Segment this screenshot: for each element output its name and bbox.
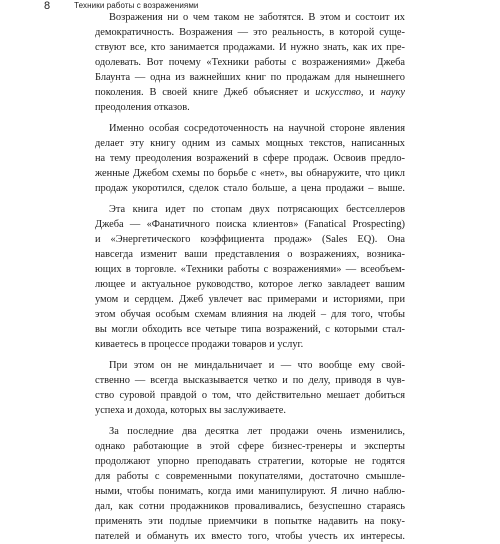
text-segment: поколения. В своей книге Джеб объясняет и: [95, 87, 316, 98]
text-line: ство суровой правдой о том, что действительно мешает добиться: [95, 390, 405, 401]
text-line: За последние два десятка лет продажи очень изменились,: [109, 426, 405, 437]
text-line: демократичность. Возражения — это реальность, в которой суще-: [95, 27, 405, 38]
text-line: При этом он не миндальничает и — что вообще ему свой-: [109, 360, 405, 371]
text-line: вы могли обходить все четыре типа возражений, с которыми стал-: [95, 324, 405, 335]
text-line: дал, как сотни продажников проваливались, безуспешно стараясь: [95, 501, 405, 512]
text-line: этом обучая особым схемам влияния на людей – для того, чтобы: [95, 309, 405, 320]
text-line: Возражения ни о чем таком не заботятся. В этом и состоит их: [109, 12, 405, 23]
text-line: одолевать. Вот почему «Техники работы с возражениями» Джеба: [95, 57, 405, 68]
text-line: лющее и актуальное руководство, которое легко завладеет вашим: [95, 279, 405, 290]
text-line: пателей и обмануть их вместо того, чтобы учесть их интересы.: [95, 531, 405, 542]
text-line: Именно особая сосредоточенность на научной стороне явления: [109, 123, 405, 134]
paragraph: [95, 121, 405, 196]
text-line: навсегда изменит ваши представления о возражениях, возника-: [95, 249, 405, 260]
italic-term: науку: [380, 87, 405, 98]
paragraph: [95, 202, 405, 352]
text-line: для работы с современными покупателями, достаточно смышле-: [95, 471, 405, 482]
text-line: Блаунта — одна из важнейших книг по продажам для нынешнего: [95, 72, 405, 83]
text-line: киваетесь в процессе продажи товаров и услуг.: [95, 339, 304, 350]
text-segment: , и: [360, 87, 381, 98]
text-line: умом и сердцем. Джеб увлечет вас примерами и историями, при: [95, 294, 405, 305]
paragraph: [95, 424, 405, 544]
text-line: продолжают упорно преподавать стратегии, которые не годятся: [95, 456, 405, 467]
text-line: применять эти подлые приемчики в попытке надавить на поку-: [95, 516, 405, 527]
text-line: и «Энергетического коэффициента продаж» (Sales EQ). Она: [95, 234, 405, 245]
text-line: ственно — всегда высказывается четко и по делу, приводя в чув-: [95, 375, 405, 386]
text-line: успеха и дохода, которых вы заслуживаете.: [95, 405, 286, 416]
text-line: продаж укоротился, сделок стало больше, а цена продажи – выше.: [95, 183, 405, 194]
body-text: [95, 10, 405, 544]
running-head-title: Техники работы с возражениями: [74, 1, 199, 10]
text-line: Эта книга идет по стопам двух потрясающих бестселлеров: [109, 204, 405, 215]
text-line: ствуют все, кто занимается продажами. И нужно знать, как их пре-: [95, 42, 405, 53]
text-line: преодоления отказов.: [95, 102, 190, 113]
text-line: [95, 85, 405, 100]
text-line: делает эту книгу одним из самых мощных текстов, написанных: [95, 138, 405, 149]
text-line: женные Джебом схемы по борьбе с «нет», вы обнаружите, что цикл: [95, 168, 405, 179]
text-line: ющих в торговле. «Техники работы с возражениями» — всеобъем-: [95, 264, 405, 275]
text-line: Джеба — «Фанатичного поиска клиентов» (Fanatical Prospecting): [95, 219, 405, 230]
text-line: на тему преодоления возражений в сфере продаж. Освоив предло-: [95, 153, 405, 164]
text-line: однако работающие в этой сфере бизнес-тренеры и эксперты: [95, 441, 405, 452]
italic-term: искусство: [315, 87, 361, 98]
paragraph: [95, 358, 405, 418]
paragraph: [95, 10, 405, 115]
text-line: ными, чтобы понимать, когда ими манипулируют. Я лично наблю-: [95, 486, 405, 497]
page-number: 8: [44, 0, 51, 12]
